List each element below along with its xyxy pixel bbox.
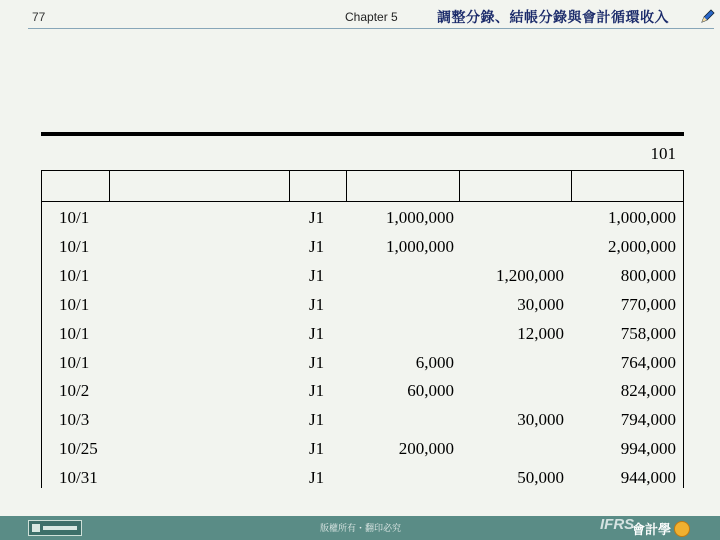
header-divider — [571, 170, 572, 201]
cell-ref: J1 — [309, 468, 325, 487]
footer-bar — [0, 516, 720, 540]
account-number: 101 — [650, 144, 676, 163]
table-row — [41, 291, 684, 320]
cell-balance: 794,000 — [620, 410, 676, 429]
header-divider — [109, 170, 110, 201]
cell-date: 10/1 — [59, 353, 90, 372]
cell-credit: 12,000 — [517, 324, 564, 343]
chapter-title: 調整分錄、結帳分錄與會計循環收入 — [437, 10, 669, 26]
brand-name: 會計學 — [632, 523, 672, 538]
cell-credit: 50,000 — [517, 468, 564, 487]
cell-balance: 764,000 — [620, 353, 676, 372]
ifrs-logo: IFRS — [600, 516, 635, 533]
table-row — [41, 435, 684, 464]
cell-ref: J1 — [309, 208, 325, 227]
cell-date: 10/3 — [59, 410, 90, 429]
publisher-logo — [28, 520, 82, 536]
table-row — [41, 349, 684, 378]
cell-date: 10/2 — [59, 381, 90, 400]
cell-date: 10/31 — [59, 468, 98, 487]
copyright-text: 版權所有・翻印必究 — [320, 524, 402, 534]
table-top-border — [41, 170, 684, 171]
cell-credit: 30,000 — [517, 295, 564, 314]
cell-ref: J1 — [309, 410, 325, 429]
cell-ref: J1 — [309, 237, 325, 256]
table-row — [41, 406, 684, 435]
header-divider — [346, 170, 347, 201]
cell-debit: 60,000 — [407, 381, 454, 400]
ledger-top-rule — [41, 132, 684, 136]
cell-date: 10/1 — [59, 208, 90, 227]
cell-balance: 758,000 — [620, 324, 676, 343]
cell-debit: 200,000 — [398, 439, 454, 458]
cell-ref: J1 — [309, 295, 325, 314]
table-row — [41, 233, 684, 262]
table-row — [41, 262, 684, 291]
cell-ref: J1 — [309, 353, 325, 372]
cell-balance: 1,000,000 — [608, 208, 676, 227]
cell-balance: 994,000 — [620, 439, 676, 458]
cell-debit: 1,000,000 — [386, 208, 454, 227]
cell-balance: 944,000 — [620, 468, 676, 487]
header-divider — [289, 170, 290, 201]
cell-credit: 1,200,000 — [496, 266, 564, 285]
pencil-icon — [700, 8, 716, 24]
cell-date: 10/1 — [59, 266, 90, 285]
cell-debit: 1,000,000 — [386, 237, 454, 256]
table-row — [41, 464, 684, 493]
table-row — [41, 320, 684, 349]
cell-ref: J1 — [309, 324, 325, 343]
cell-debit: 6,000 — [415, 353, 454, 372]
cell-ref: J1 — [309, 381, 325, 400]
cell-date: 10/1 — [59, 237, 90, 256]
cell-ref: J1 — [309, 266, 325, 285]
cell-balance: 2,000,000 — [608, 237, 676, 256]
brand-badge-icon — [674, 521, 690, 537]
header-bottom-border — [41, 201, 684, 202]
cell-balance: 800,000 — [620, 266, 676, 285]
cell-date: 10/1 — [59, 324, 90, 343]
cell-balance: 770,000 — [620, 295, 676, 314]
cell-balance: 824,000 — [620, 381, 676, 400]
cell-date: 10/25 — [59, 439, 98, 458]
cell-credit: 30,000 — [517, 410, 564, 429]
table-row — [41, 377, 684, 406]
page-number: 77 — [32, 10, 46, 24]
cell-date: 10/1 — [59, 295, 90, 314]
cell-ref: J1 — [309, 439, 325, 458]
header-rule — [28, 28, 714, 29]
header-divider — [459, 170, 460, 201]
ledger-table — [41, 170, 684, 488]
chapter-label: Chapter 5 — [345, 10, 398, 24]
table-row — [41, 204, 684, 233]
